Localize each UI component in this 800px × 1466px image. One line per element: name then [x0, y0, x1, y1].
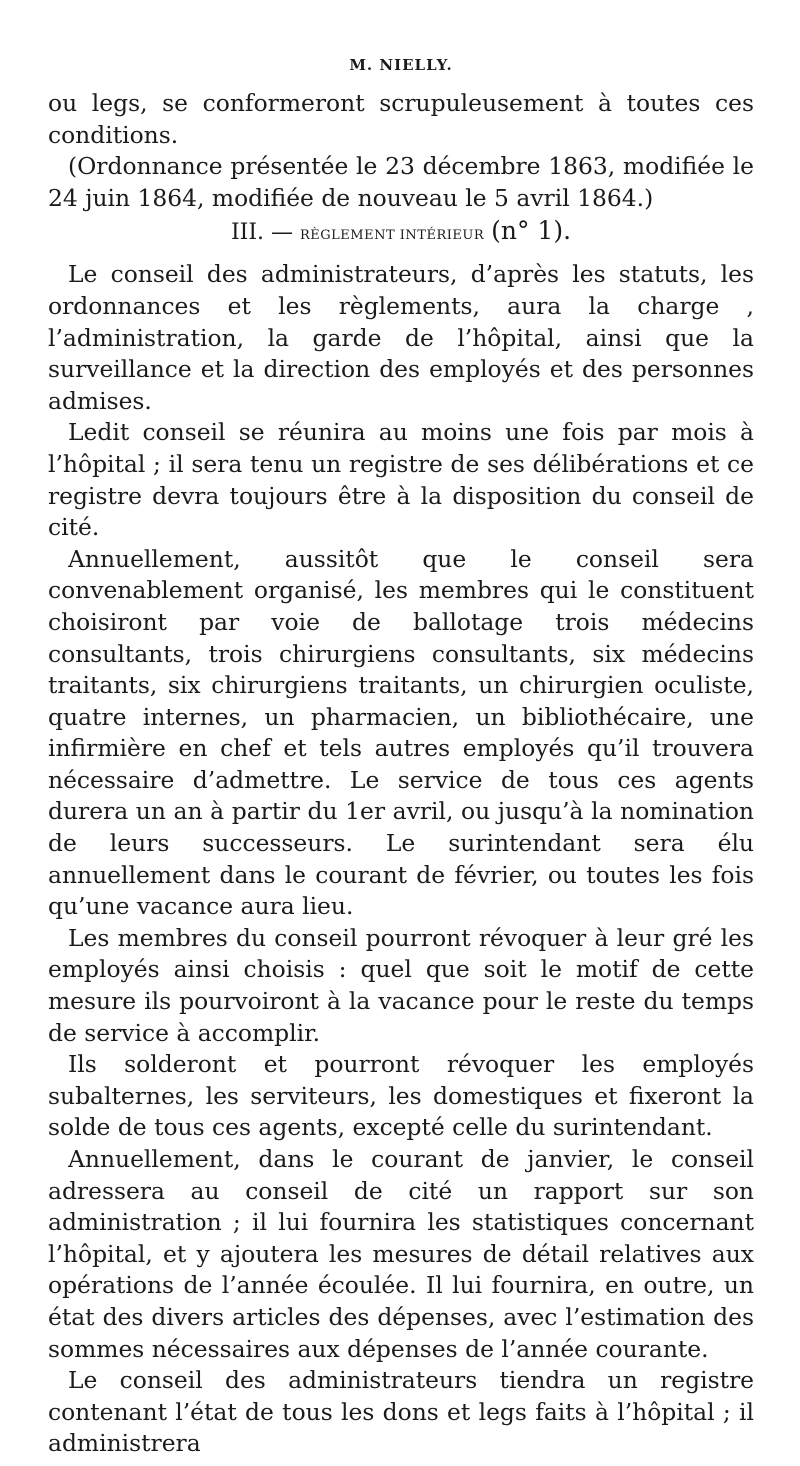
paragraph-body-2: Ledit conseil se réunira au moins une fois par mois à l’hôpital ; il sera tenu un registre de ses délibérations et ce registre devra toujours être à la disposition du conseil de cité.	[48, 418, 754, 542]
document-page	[48, 56, 754, 1460]
paragraph-body-3: Annuellement, aussitôt que le conseil sera convenablement organisé, les membres qui le constituent choisiront par voie de ballotage trois médecins consultants, trois chirurgiens consultants, six médecins traitants, six chirurgiens traitants, un chirurgien oculiste, quatre internes, un pharmacien, un bibliothécaire, une infirmière en chef et tels autres employés qu’il trouvera nécessaire d’admettre. Le service de tous ces agents durera un an à partir du 1er avril, ou jusqu’à la nomination de leurs successeurs. Le surintendant sera élu annuellement dans le courant de février, ou toutes les fois qu’une vacance aura lieu.	[48, 544, 754, 921]
paragraph-continuation: ou legs, se conformeront scrupuleusement à toutes ces conditions.	[48, 89, 754, 149]
paragraph-ordinance-note: (Ordonnance présentée le 23 décembre 1863, modifiée le 24 juin 1864, modifiée de nouveau le 5 avril 1864.)	[48, 152, 754, 212]
paragraph-body-7: Le conseil des administrateurs tiendra un registre contenant l’état de tous les dons et legs faits à l’hôpital ; il administrera	[48, 1366, 754, 1458]
section-note: (n° 1).	[491, 216, 572, 246]
paragraph-body-6: Annuellement, dans le courant de janvier, le conseil adressera au conseil de cité un rapport sur son administration ; il lui fournira les statistiques concernant l’hôpital, et y ajoutera les mesures de détail relatives aux opérations de l’année écoulée. Il lui fournira, en outre, un état des divers articles des dépenses, avec l’estimation des sommes nécessaires aux dépenses de l’année courante.	[48, 1145, 754, 1363]
section-number: III. —	[230, 220, 294, 246]
running-head: M. NIELLY.	[349, 56, 453, 74]
section-title: RÈGLEMENT INTÉRIEUR	[300, 228, 485, 244]
section-heading	[48, 216, 754, 251]
paragraph-body-5: Ils solderont et pourront révoquer les employés subalternes, les serviteurs, les domestiques et fixeront la solde de tous ces agents, excepté celle du surintendant.	[48, 1050, 754, 1142]
paragraph-body-1: Le conseil des administrateurs, d’après les statuts, les ordonnances et les règlements, aura la charge , l’administration, la garde de l’hôpital, ainsi que la surveillance et la direction des employés et des personnes admises.	[48, 260, 754, 415]
paragraph-body-4: Les membres du conseil pourront révoquer à leur gré les employés ainsi choisis : quel que soit le motif de cette mesure ils pourvoiront à la vacance pour le reste du temps de service à accomplir.	[48, 923, 754, 1047]
